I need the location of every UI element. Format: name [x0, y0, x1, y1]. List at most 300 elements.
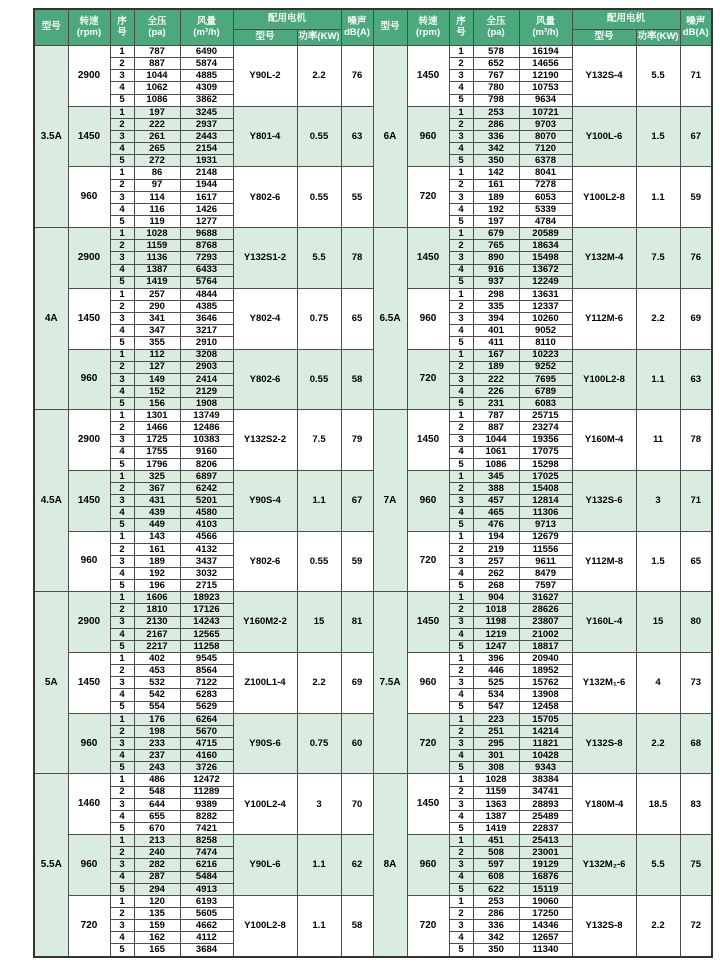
volume-cell: 4103 [180, 519, 233, 531]
motor-power-cell: 1.5 [636, 531, 680, 592]
pressure-cell: 486 [134, 774, 180, 786]
volume-cell: 5629 [180, 701, 233, 713]
seq-cell: 3 [449, 859, 473, 871]
seq-cell: 5 [110, 762, 134, 774]
pressure-cell: 532 [134, 677, 180, 689]
pressure-cell: 1219 [473, 628, 519, 640]
volume-cell: 19356 [519, 434, 572, 446]
seq-cell: 2 [110, 300, 134, 312]
seq-cell: 5 [110, 640, 134, 652]
header-speed-line2: (rpm) [76, 26, 102, 38]
volume-cell: 12657 [519, 932, 572, 944]
pressure-cell: 547 [473, 701, 519, 713]
pressure-cell: 431 [134, 495, 180, 507]
header-pressure-line2: (pa) [148, 26, 166, 38]
seq-cell: 2 [110, 240, 134, 252]
volume-cell: 4566 [180, 531, 233, 543]
header-seq-line1: 序 [117, 15, 127, 27]
pressure-cell: 149 [134, 373, 180, 385]
volume-cell: 7293 [180, 252, 233, 264]
pressure-cell: 453 [134, 665, 180, 677]
motor-model-cell: Y180M-4 [572, 774, 636, 835]
volume-cell: 31627 [519, 592, 572, 604]
rpm-cell: 960 [407, 288, 449, 349]
motor-model-cell: Y160M2-2 [233, 592, 297, 653]
model-cell: 3.5A [34, 46, 68, 228]
motor-power-cell: 0.55 [297, 106, 341, 167]
rpm-cell: 720 [407, 895, 449, 956]
volume-cell: 12565 [180, 628, 233, 640]
header-pressure [134, 9, 180, 46]
volume-cell: 14346 [519, 920, 572, 932]
noise-cell: 58 [341, 349, 373, 410]
seq-cell: 5 [449, 276, 473, 288]
seq-cell: 4 [110, 932, 134, 944]
header-seq-line1: 序 [456, 15, 466, 27]
volume-cell: 1277 [180, 215, 233, 227]
motor-power-cell: 0.75 [297, 713, 341, 774]
volume-cell: 5874 [180, 58, 233, 70]
seq-cell: 4 [110, 871, 134, 883]
motor-model-cell: Y100L2-8 [233, 895, 297, 956]
volume-cell: 11556 [519, 543, 572, 555]
motor-power-cell: 4 [636, 653, 680, 714]
volume-cell: 10383 [180, 434, 233, 446]
pressure-cell: 554 [134, 701, 180, 713]
volume-cell: 6216 [180, 859, 233, 871]
motor-power-cell: 11 [636, 410, 680, 471]
volume-cell: 8070 [519, 130, 572, 142]
seq-cell: 2 [110, 847, 134, 859]
motor-model-cell: Y802-4 [233, 288, 297, 349]
motor-power-cell: 15 [297, 592, 341, 653]
rpm-cell: 960 [407, 106, 449, 167]
pressure-cell: 86 [134, 167, 180, 179]
pressure-cell: 342 [473, 143, 519, 155]
volume-cell: 9611 [519, 555, 572, 567]
noise-cell: 65 [341, 288, 373, 349]
seq-cell: 4 [110, 264, 134, 276]
seq-cell: 3 [449, 798, 473, 810]
noise-cell: 81 [341, 592, 373, 653]
pressure-cell: 347 [134, 325, 180, 337]
pressure-cell: 1159 [134, 240, 180, 252]
motor-power-cell: 2.2 [636, 288, 680, 349]
seq-cell: 4 [449, 325, 473, 337]
noise-cell: 80 [680, 592, 712, 653]
pressure-cell: 298 [473, 288, 519, 300]
pressure-cell: 1363 [473, 798, 519, 810]
seq-cell: 1 [110, 167, 134, 179]
volume-cell: 18923 [180, 592, 233, 604]
seq-cell: 5 [449, 580, 473, 592]
pressure-cell: 1419 [473, 823, 519, 835]
volume-cell: 10721 [519, 106, 572, 118]
seq-cell: 2 [110, 786, 134, 798]
noise-cell: 70 [341, 774, 373, 835]
pressure-cell: 194 [473, 531, 519, 543]
seq-cell: 3 [110, 738, 134, 750]
seq-cell: 3 [110, 798, 134, 810]
volume-cell: 12679 [519, 531, 572, 543]
seq-cell: 5 [110, 215, 134, 227]
volume-cell: 2715 [180, 580, 233, 592]
header-model: 型号 [34, 9, 68, 46]
seq-cell: 2 [449, 907, 473, 919]
pressure-cell: 1725 [134, 434, 180, 446]
volume-cell: 6490 [180, 46, 233, 58]
seq-cell: 5 [110, 883, 134, 895]
pressure-cell: 1086 [473, 458, 519, 470]
motor-power-cell: 18.5 [636, 774, 680, 835]
volume-cell: 1944 [180, 179, 233, 191]
pressure-cell: 1606 [134, 592, 180, 604]
volume-cell: 1426 [180, 203, 233, 215]
pressure-cell: 189 [473, 191, 519, 203]
noise-cell: 71 [680, 46, 712, 107]
seq-cell: 1 [449, 349, 473, 361]
seq-cell: 1 [110, 228, 134, 240]
volume-cell: 6433 [180, 264, 233, 276]
pressure-cell: 1810 [134, 604, 180, 616]
volume-cell: 9343 [519, 762, 572, 774]
pressure-cell: 308 [473, 762, 519, 774]
rpm-cell: 1450 [407, 228, 449, 289]
motor-power-cell: 2.2 [636, 713, 680, 774]
pressure-cell: 1061 [473, 446, 519, 458]
seq-cell: 3 [449, 495, 473, 507]
fan-specification-table [33, 8, 713, 958]
seq-cell: 5 [449, 519, 473, 531]
table-row [34, 46, 712, 58]
pressure-cell: 336 [473, 920, 519, 932]
motor-power-cell: 0.55 [297, 167, 341, 228]
motor-model-cell: Y132S-6 [572, 470, 636, 531]
seq-cell: 2 [449, 483, 473, 495]
volume-cell: 12472 [180, 774, 233, 786]
pressure-cell: 887 [473, 422, 519, 434]
seq-cell: 3 [449, 920, 473, 932]
volume-cell: 15705 [519, 713, 572, 725]
pressure-cell: 265 [134, 143, 180, 155]
pressure-cell: 253 [473, 895, 519, 907]
pressure-cell: 767 [473, 70, 519, 82]
header-volume-line1: 风量 [536, 15, 556, 27]
pressure-cell: 341 [134, 313, 180, 325]
seq-cell: 5 [449, 155, 473, 167]
volume-cell: 25413 [519, 835, 572, 847]
pressure-cell: 355 [134, 337, 180, 349]
seq-cell: 5 [449, 762, 473, 774]
header-volume-line1: 风量 [196, 15, 216, 27]
volume-cell: 9703 [519, 118, 572, 130]
seq-cell: 2 [449, 179, 473, 191]
seq-cell: 4 [449, 385, 473, 397]
volume-cell: 8564 [180, 665, 233, 677]
noise-cell: 63 [341, 106, 373, 167]
pressure-cell: 1247 [473, 640, 519, 652]
noise-cell: 63 [680, 349, 712, 410]
volume-cell: 20589 [519, 228, 572, 240]
volume-cell: 9252 [519, 361, 572, 373]
seq-cell: 1 [449, 106, 473, 118]
volume-cell: 6897 [180, 470, 233, 482]
pressure-cell: 542 [134, 689, 180, 701]
pressure-cell: 287 [134, 871, 180, 883]
pressure-cell: 367 [134, 483, 180, 495]
noise-cell: 83 [680, 774, 712, 835]
rpm-cell: 720 [407, 713, 449, 774]
volume-cell: 11340 [519, 944, 572, 957]
header-speed-line1: 转速 [79, 15, 99, 27]
volume-cell: 5339 [519, 203, 572, 215]
header-volume [519, 9, 572, 46]
volume-cell: 34741 [519, 786, 572, 798]
volume-cell: 1617 [180, 191, 233, 203]
volume-cell: 2129 [180, 385, 233, 397]
pressure-cell: 2167 [134, 628, 180, 640]
motor-model-cell: Y100L2-8 [572, 167, 636, 228]
seq-cell: 2 [110, 665, 134, 677]
motor-power-cell: 1.1 [297, 470, 341, 531]
pressure-cell: 644 [134, 798, 180, 810]
pressure-cell: 156 [134, 398, 180, 410]
noise-cell: 69 [341, 653, 373, 714]
pressure-cell: 222 [473, 373, 519, 385]
seq-cell: 3 [449, 130, 473, 142]
seq-cell: 1 [449, 288, 473, 300]
motor-power-cell: 0.55 [297, 349, 341, 410]
header-noise-line1: 噪声 [686, 15, 706, 27]
volume-cell: 9688 [180, 228, 233, 240]
motor-model-cell: Y801-4 [233, 106, 297, 167]
pressure-cell: 335 [473, 300, 519, 312]
volume-cell: 13749 [180, 410, 233, 422]
noise-cell: 75 [680, 835, 712, 896]
seq-cell: 2 [110, 604, 134, 616]
volume-cell: 21002 [519, 628, 572, 640]
motor-model-cell: Y132S1-2 [233, 228, 297, 289]
rpm-cell: 960 [68, 531, 110, 592]
seq-cell: 4 [449, 264, 473, 276]
volume-cell: 2937 [180, 118, 233, 130]
seq-cell: 1 [110, 349, 134, 361]
motor-model-cell: Y112M-8 [572, 531, 636, 592]
model-cell: 7A [373, 410, 407, 592]
seq-cell: 2 [110, 725, 134, 737]
pressure-cell: 937 [473, 276, 519, 288]
volume-cell: 5484 [180, 871, 233, 883]
seq-cell: 4 [110, 750, 134, 762]
seq-cell: 4 [110, 143, 134, 155]
rpm-cell: 1450 [68, 106, 110, 167]
volume-cell: 4309 [180, 82, 233, 94]
motor-model-cell: Y802-6 [233, 167, 297, 228]
pressure-cell: 112 [134, 349, 180, 361]
volume-cell: 5201 [180, 495, 233, 507]
rpm-cell: 1450 [68, 653, 110, 714]
pressure-cell: 301 [473, 750, 519, 762]
seq-cell: 4 [449, 143, 473, 155]
pressure-cell: 165 [134, 944, 180, 957]
volume-cell: 8768 [180, 240, 233, 252]
motor-power-cell: 5.5 [297, 228, 341, 289]
header-motor-group: 配用电机 [572, 9, 680, 30]
pressure-cell: 325 [134, 470, 180, 482]
seq-cell: 1 [110, 835, 134, 847]
header-volume-line2: (m³/h) [193, 26, 220, 38]
volume-cell: 3646 [180, 313, 233, 325]
pressure-cell: 127 [134, 361, 180, 373]
volume-cell: 19060 [519, 895, 572, 907]
seq-cell: 5 [110, 337, 134, 349]
rpm-cell: 1460 [68, 774, 110, 835]
rpm-cell: 1450 [407, 410, 449, 471]
seq-cell: 4 [449, 446, 473, 458]
pressure-cell: 162 [134, 932, 180, 944]
volume-cell: 7278 [519, 179, 572, 191]
motor-model-cell: Y132S-4 [572, 46, 636, 107]
motor-power-cell: 2.2 [636, 895, 680, 956]
seq-cell: 3 [110, 191, 134, 203]
seq-cell: 2 [449, 361, 473, 373]
noise-cell: 60 [341, 713, 373, 774]
seq-cell: 5 [449, 640, 473, 652]
pressure-cell: 286 [473, 118, 519, 130]
volume-cell: 11258 [180, 640, 233, 652]
rpm-cell: 720 [407, 349, 449, 410]
volume-cell: 10753 [519, 82, 572, 94]
volume-cell: 16876 [519, 871, 572, 883]
pressure-cell: 290 [134, 300, 180, 312]
pressure-cell: 350 [473, 944, 519, 957]
seq-cell: 5 [110, 458, 134, 470]
seq-cell: 3 [449, 252, 473, 264]
seq-cell: 1 [449, 835, 473, 847]
pressure-cell: 916 [473, 264, 519, 276]
pressure-cell: 1755 [134, 446, 180, 458]
motor-model-cell: Y112M-6 [572, 288, 636, 349]
seq-cell: 4 [449, 932, 473, 944]
volume-cell: 23807 [519, 616, 572, 628]
seq-cell: 5 [110, 94, 134, 106]
volume-cell: 11306 [519, 507, 572, 519]
motor-power-cell: 1.1 [636, 167, 680, 228]
pressure-cell: 597 [473, 859, 519, 871]
volume-cell: 13631 [519, 288, 572, 300]
seq-cell: 3 [449, 191, 473, 203]
seq-cell: 1 [110, 410, 134, 422]
volume-cell: 3862 [180, 94, 233, 106]
motor-power-cell: 7.5 [636, 228, 680, 289]
pressure-cell: 295 [473, 738, 519, 750]
header-speed [407, 9, 449, 46]
volume-cell: 17025 [519, 470, 572, 482]
header-speed-line2: (rpm) [415, 26, 441, 38]
rpm-cell: 960 [68, 835, 110, 896]
motor-model-cell: Y90L-2 [233, 46, 297, 107]
rpm-cell: 2900 [68, 410, 110, 471]
seq-cell: 3 [449, 434, 473, 446]
rpm-cell: 960 [68, 713, 110, 774]
motor-model-cell: Y160L-4 [572, 592, 636, 653]
seq-cell: 3 [110, 920, 134, 932]
volume-cell: 4844 [180, 288, 233, 300]
header-motor-model: 型号 [572, 30, 636, 46]
pressure-cell: 1062 [134, 82, 180, 94]
header-pressure [473, 9, 519, 46]
seq-cell: 2 [110, 483, 134, 495]
pressure-cell: 1044 [473, 434, 519, 446]
motor-model-cell: Z100L1-4 [233, 653, 297, 714]
motor-power-cell: 1.1 [297, 895, 341, 956]
rpm-cell: 720 [407, 531, 449, 592]
seq-cell: 2 [449, 725, 473, 737]
seq-cell: 2 [449, 543, 473, 555]
pressure-cell: 197 [134, 106, 180, 118]
header-pressure-line2: (pa) [487, 26, 505, 38]
volume-cell: 5605 [180, 907, 233, 919]
pressure-cell: 120 [134, 895, 180, 907]
noise-cell: 58 [341, 895, 373, 956]
motor-model-cell: Y100L2-4 [233, 774, 297, 835]
volume-cell: 6283 [180, 689, 233, 701]
pressure-cell: 167 [473, 349, 519, 361]
pressure-cell: 189 [134, 555, 180, 567]
model-cell: 4A [34, 228, 68, 410]
pressure-cell: 388 [473, 483, 519, 495]
model-cell: 8A [373, 774, 407, 957]
motor-power-cell: 1.1 [636, 349, 680, 410]
seq-cell: 1 [110, 46, 134, 58]
pressure-cell: 525 [473, 677, 519, 689]
volume-cell: 3437 [180, 555, 233, 567]
motor-model-cell: Y132S2-2 [233, 410, 297, 471]
volume-cell: 2903 [180, 361, 233, 373]
seq-cell: 2 [449, 786, 473, 798]
seq-cell: 1 [449, 228, 473, 240]
pressure-cell: 396 [473, 653, 519, 665]
motor-model-cell: Y802-6 [233, 349, 297, 410]
pressure-cell: 439 [134, 507, 180, 519]
seq-cell: 3 [110, 555, 134, 567]
volume-cell: 7120 [519, 143, 572, 155]
seq-cell: 5 [110, 580, 134, 592]
noise-cell: 69 [680, 288, 712, 349]
seq-cell: 4 [110, 203, 134, 215]
header-volume-line2: (m³/h) [532, 26, 559, 38]
seq-cell: 4 [110, 385, 134, 397]
seq-cell: 3 [449, 313, 473, 325]
seq-cell: 1 [449, 531, 473, 543]
motor-model-cell: Y132S-8 [572, 895, 636, 956]
pressure-cell: 1086 [134, 94, 180, 106]
header-volume [180, 9, 233, 46]
seq-cell: 4 [110, 325, 134, 337]
volume-cell: 12190 [519, 70, 572, 82]
volume-cell: 8282 [180, 810, 233, 822]
seq-cell: 5 [110, 823, 134, 835]
pressure-cell: 261 [134, 130, 180, 142]
volume-cell: 8041 [519, 167, 572, 179]
motor-power-cell: 2.2 [297, 653, 341, 714]
volume-cell: 12486 [180, 422, 233, 434]
volume-cell: 9545 [180, 653, 233, 665]
pressure-cell: 1387 [473, 810, 519, 822]
volume-cell: 5670 [180, 725, 233, 737]
seq-cell: 2 [449, 240, 473, 252]
motor-model-cell: Y100L-6 [572, 106, 636, 167]
